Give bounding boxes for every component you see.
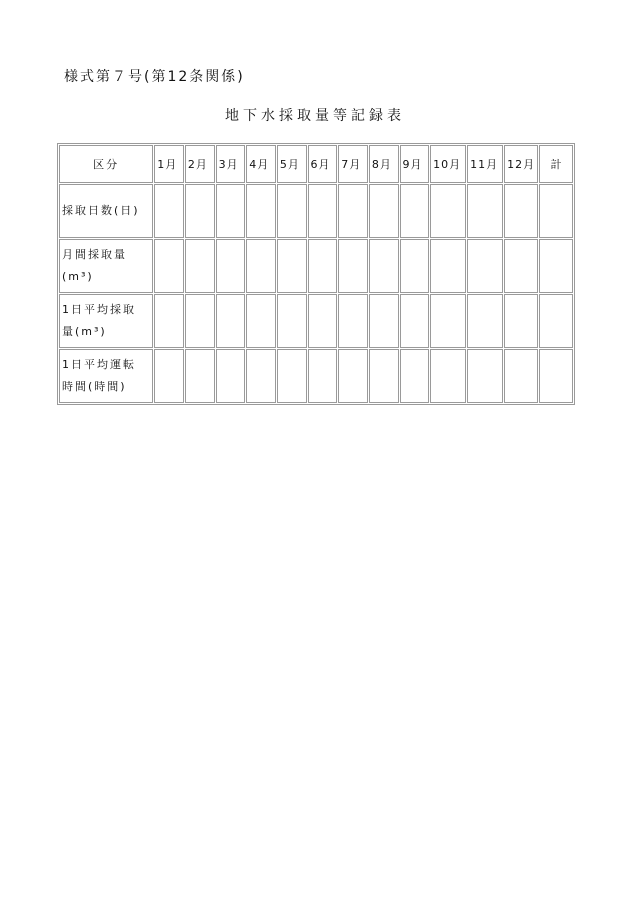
table-cell: [369, 294, 399, 348]
month-header: 6月: [308, 145, 338, 183]
table-cell: [504, 239, 538, 293]
month-header: 2月: [185, 145, 215, 183]
table-cell: [467, 239, 503, 293]
month-header: 1月: [154, 145, 184, 183]
table-row: [59, 294, 573, 348]
table-cell: [308, 239, 338, 293]
table-cell: [277, 294, 307, 348]
table-cell: [400, 294, 430, 348]
table-cell: [216, 349, 246, 403]
month-header: 4月: [246, 145, 276, 183]
month-header: 3月: [216, 145, 246, 183]
row-label: [59, 349, 153, 403]
table-cell: [338, 239, 368, 293]
table-cell: [246, 239, 276, 293]
row-label-line: 採取日数(日): [62, 204, 140, 217]
row-label-line: 1日平均採取: [62, 303, 136, 316]
row-label-line: 時間(時間): [62, 380, 127, 393]
table-cell: [154, 184, 184, 238]
table-cell: [308, 349, 338, 403]
total-cell: [539, 294, 573, 348]
table-cell: [185, 349, 215, 403]
row-label-line: (m³): [62, 270, 94, 283]
table-cell: [430, 184, 466, 238]
row-label: [59, 184, 153, 238]
row-label: [59, 239, 153, 293]
table-cell: [400, 184, 430, 238]
header-row: [59, 145, 573, 183]
month-header: 5月: [277, 145, 307, 183]
table-cell: [216, 239, 246, 293]
table-cell: [246, 294, 276, 348]
table-cell: [338, 294, 368, 348]
month-header: 11月: [467, 145, 503, 183]
table-cell: [246, 184, 276, 238]
month-header: 8月: [369, 145, 399, 183]
table-cell: [216, 184, 246, 238]
table-cell: [185, 184, 215, 238]
table-cell: [277, 239, 307, 293]
table-cell: [467, 349, 503, 403]
table-cell: [154, 239, 184, 293]
table-cell: [369, 349, 399, 403]
table-cell: [400, 349, 430, 403]
table-cell: [430, 349, 466, 403]
table-cell: [216, 294, 246, 348]
table-cell: [154, 294, 184, 348]
row-label: [59, 294, 153, 348]
table-cell: [467, 294, 503, 348]
total-cell: [539, 239, 573, 293]
row-label-line: 1日平均運転: [62, 358, 136, 371]
table-cell: [338, 184, 368, 238]
row-label-line: 月間採取量: [62, 248, 127, 261]
table-cell: [430, 294, 466, 348]
table-cell: [308, 294, 338, 348]
table-cell: [277, 349, 307, 403]
total-header: 計: [539, 145, 573, 183]
total-cell: [539, 349, 573, 403]
table-cell: [504, 294, 538, 348]
table-row: [59, 349, 573, 403]
groundwater-record-table: [57, 143, 575, 405]
table-cell: [400, 239, 430, 293]
month-header: 10月: [430, 145, 466, 183]
table-cell: [277, 184, 307, 238]
category-header: 区分: [59, 145, 153, 183]
month-header: 7月: [338, 145, 368, 183]
table-cell: [308, 184, 338, 238]
table-cell: [369, 184, 399, 238]
total-cell: [539, 184, 573, 238]
form-number: 様式第７号(第12条関係): [64, 69, 245, 85]
table-row: [59, 184, 573, 238]
table-cell: [246, 349, 276, 403]
month-header: 9月: [400, 145, 430, 183]
table-cell: [185, 294, 215, 348]
table-cell: [504, 349, 538, 403]
document-title: 地下水採取量等記録表: [225, 108, 405, 124]
row-label-line: 量(m³): [62, 325, 107, 338]
table-cell: [338, 349, 368, 403]
table-cell: [154, 349, 184, 403]
table-cell: [369, 239, 399, 293]
table-cell: [430, 239, 466, 293]
table-row: [59, 239, 573, 293]
table-cell: [504, 184, 538, 238]
table-cell: [185, 239, 215, 293]
month-header: 12月: [504, 145, 538, 183]
table-cell: [467, 184, 503, 238]
